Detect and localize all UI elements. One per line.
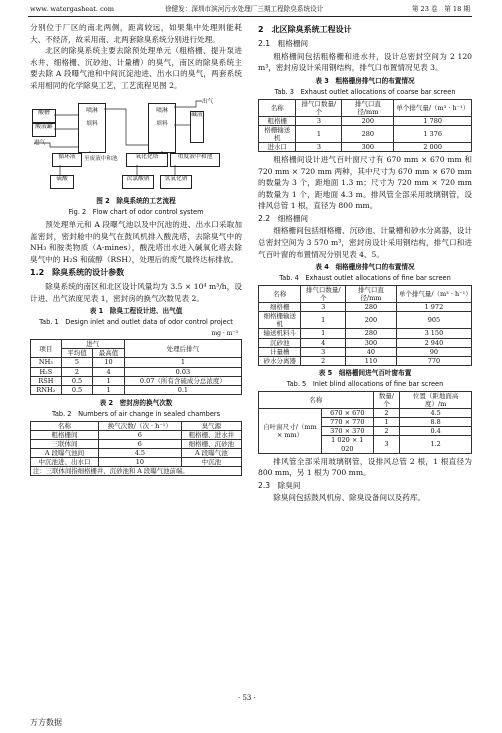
table2-header-name: 名称 [31, 421, 99, 430]
table-cell: 1 020 × 1 020 [322, 436, 374, 453]
exhaust-label: 出气 [202, 99, 214, 106]
table-cell: 6 [99, 439, 182, 448]
table-cell: 2 [61, 367, 93, 376]
table-row [259, 329, 472, 338]
table-cell: 8.8 [400, 418, 472, 427]
section-2-heading: 2 北区除臭系统工程设计 [258, 25, 352, 34]
running-header [0, 0, 502, 16]
table2-header-source: 臭气源 [181, 421, 241, 430]
table-cell: 4 [301, 338, 346, 347]
table5-header-height: 位置（距地面高度）/m [400, 391, 472, 408]
table-cell: 110 [346, 356, 397, 365]
header-rule [28, 16, 472, 17]
table-cell: A 段曝气池 [181, 449, 241, 458]
table-cell: 3 [301, 347, 346, 356]
table-cell: 0.1 [124, 385, 241, 394]
acid-tower-spray-label: 喷淋 [86, 108, 98, 115]
table5-header-count: 数量/个 [373, 391, 400, 408]
circulation-label: 循环液 [58, 154, 76, 161]
acid-tank-label: 酸液罐 [35, 124, 53, 131]
table3-header-diameter: 排气口直径/mm [342, 99, 394, 116]
table-cell: 280 [342, 125, 394, 142]
table-row [259, 116, 472, 125]
table-cell: 280 [346, 329, 397, 338]
table-cell: 细格栅、沉砂池 [181, 439, 241, 448]
table-cell: 1 [301, 329, 346, 338]
table-cell: 1 [301, 312, 346, 329]
table-cell: 5 [61, 358, 93, 367]
page-number: · 53 · [238, 694, 256, 702]
left-column [30, 22, 242, 476]
table5-caption-cn: 表 5 细格栅间进气百叶窗布置 [318, 368, 412, 377]
table-cell: 三联体间 [31, 439, 99, 448]
figure-caption-cn: 图 2 除臭系统的工艺流程 [96, 197, 176, 206]
table-cell: 1 [124, 358, 241, 367]
paragraph-process: 预处理单元和 A 段曝气池以及中沉池的进、出水口采取加盖密封，密封舱中的臭气在鼓风机排入酸洗塔，去除臭气中的 NH₃ 和胺类物质（A-mines），酸洗塔出水进入碱氧化塔去除臭气中的 H₂S 和硫醇（RSH），处理后的废气最终达标排放。 [30, 219, 242, 264]
table-cell: H₂S [31, 367, 62, 376]
table5-header-name: 名称 [259, 391, 374, 408]
table-row [259, 409, 472, 418]
article-title-header: 徐健发：深圳市滨河污水处理厂三期工程除臭系统设计 [165, 5, 324, 13]
table4-header-name: 名称 [259, 285, 301, 302]
table-cell: 370 × 370 [322, 427, 374, 436]
table3-header-flow: 单个排气量/（m³ · h⁻¹） [394, 99, 472, 116]
table-cell: 3 [301, 303, 346, 312]
table3-caption-en: Tab. 3 Exhaust outlet allocations of coarse bar screen [274, 87, 456, 96]
table-cell: 粗格栅间 [31, 430, 99, 439]
caustic-tank-label: 碱液 [191, 112, 203, 119]
table-cell: 1 [296, 125, 342, 142]
table-cell: 10 [93, 358, 125, 367]
table4-header-diameter: 排气口直径/mm [346, 285, 397, 302]
table-cell: 细格栅输送机 [259, 312, 301, 329]
table-cell: 输送机料斗 [259, 329, 301, 338]
table-cell: 0.5 [61, 385, 93, 394]
table-cell: 200 [346, 312, 397, 329]
paragraph-coarse-screen: 粗格栅间包括粗格栅和进水井，设计总密封空间为 2 120 m³，密封房设计采用钢结构，排气口布置情况见表 3。 [258, 51, 472, 73]
paragraph-design-params: 除臭系统的南区和北区设计风量均为 3.5 × 10⁴ m³/h，设计进、出气浓度见表 1，密封房的换气次数见表 2。 [30, 282, 242, 303]
table-cell: 40 [346, 347, 397, 356]
table4-header-flow: 单个排气量/（m³ · h⁻¹） [396, 285, 471, 302]
table-row [31, 439, 242, 448]
table5-group-label: 自叶窗尺寸/（mm × mm） [259, 409, 322, 454]
table-row [259, 143, 472, 152]
paragraph-exhaust-pipes: 排风管全部采用玻璃钢管，设排风总管 2 根，1 根直径为 800 mm，另 1 根为 700 mm。 [258, 456, 472, 478]
flow-lines [30, 95, 242, 195]
table-cell: 进水口 [259, 143, 296, 152]
table-cell: 0.07（所有含硫成分总浓度） [124, 376, 241, 385]
table-cell: 770 × 770 [322, 418, 374, 427]
table-cell: 300 [342, 143, 394, 152]
table-row [259, 312, 472, 329]
table1-caption-en: Tab. 1 Design inlet and outlet data of odor control project [39, 318, 233, 327]
table1-header-max: 最高值 [93, 349, 125, 358]
table-cell: 粗格栅、进水井 [181, 430, 241, 439]
process-flow-diagram [30, 95, 242, 195]
table-cell: 1 [93, 385, 125, 394]
acid-tower-pack-label: 填料 [86, 121, 98, 128]
table1-header-item: 项目 [31, 340, 62, 358]
table1-unit: mg · m⁻³ [211, 330, 238, 338]
hypo-label: 氢氧化钠 [164, 176, 188, 183]
paragraph-deodor-room: 除臭间包括鼓风机房、除臭设备间以及药库。 [273, 493, 426, 503]
table1-header-outlet: 处理后排气 [124, 340, 241, 358]
table-cell: 670 × 670 [322, 409, 374, 418]
table-cell: 4.5 [99, 449, 182, 458]
table-cell: 4 [93, 367, 125, 376]
paragraph-intro: 分别位于厂区的南北两侧，距离较远，如果集中处理则能耗大、不经济，故采用南、北两套除臭系统分别进行处理。 [30, 23, 242, 44]
neutral-pool-label: 重度液中和池 [177, 154, 213, 161]
table-row [31, 367, 242, 376]
table-cell: 3 150 [396, 329, 471, 338]
sulfuric-label: 硫酸 [56, 176, 68, 183]
table-coarse-outlets [258, 99, 472, 153]
table-row [259, 303, 472, 312]
table-cell: 砂水分离器 [259, 356, 301, 365]
table-cell: RSH [31, 376, 62, 385]
section-2-1-heading: 2.1 粗格栅间 [258, 39, 309, 49]
table-cell: 1 376 [394, 125, 472, 142]
alkali-tower-spray-label: 喷淋 [156, 108, 168, 115]
table-fine-outlets [258, 285, 472, 366]
table-row [259, 347, 472, 356]
acid-pool-label: 酸槽 [38, 110, 50, 117]
table-cell: 2 940 [396, 338, 471, 347]
paragraph-system-overview: 北区的除臭系统主要去除预处理单元（粗格栅、提升泵进水井、细格栅、沉砂池、计量槽）的臭气，南区的除臭系统主要去除 A 段曝气池和中间沉淀池进、出水口的臭气，两套系统采用相同的化学除臭工艺，工艺流程见图 2。 [30, 46, 242, 90]
section-1-2-heading: 1.2 除臭系统的设计参数 [30, 268, 125, 278]
table-cell: 2 [373, 409, 400, 418]
table-cell: 770 [396, 356, 471, 365]
table-cell: 2 [301, 356, 346, 365]
table-cell: 细格栅 [259, 303, 301, 312]
figure-caption-en: Fig. 2 Flow chart of odor control system [68, 208, 204, 217]
table-cell: 280 [346, 303, 397, 312]
table-cell: 3 [296, 143, 342, 152]
table-cell: 300 [346, 338, 397, 347]
table-design-data [30, 339, 242, 395]
table-row [31, 385, 242, 394]
table-cell: 10 [99, 458, 182, 467]
table-cell: 0.4 [400, 427, 472, 436]
table-cell: 1 780 [394, 116, 472, 125]
table1-header-avg: 平均值 [61, 349, 93, 358]
table-cell: 3 [296, 116, 342, 125]
right-column [258, 22, 472, 504]
table-cell: RNH₂ [31, 385, 62, 394]
naoh-label: 次氯酸钠 [126, 176, 150, 183]
table5-caption-en: Tab. 5 Inlet blind allocations of fine bar screen [286, 379, 444, 388]
section-2-3-heading: 2.3 除臭间 [258, 480, 301, 490]
table3-caption-cn: 表 3 粗格栅房排气口的布置情况 [315, 76, 415, 85]
table-fine-inlets [258, 391, 472, 454]
paragraph-louvers: 粗格栅间设计进气百叶窗尺寸有 670 mm × 670 mm 和 720 mm × 720 mm 两种，其中尺寸为 670 mm × 670 mm 的数量为 3 个，距地面 1.3 m；尺寸为 720 mm × 720 mm 的数量为 1 个，距地面 4.3 m。排风管全部采用玻璃钢管，设排风总管 1 根，直径为 800 mm。 [258, 155, 472, 211]
table4-header-count: 排气口数量/个 [301, 285, 346, 302]
table-cell: 1 972 [396, 303, 471, 312]
table-cell: 200 [342, 116, 394, 125]
table-cell: 1 [93, 376, 125, 385]
table-cell: 0.03 [124, 367, 241, 376]
table-cell: 4.5 [400, 409, 472, 418]
table-cell: 沉砂池 [259, 338, 301, 347]
table-row [31, 458, 242, 467]
table2-caption-cn: 表 2 密封房的换气次数 [99, 398, 173, 407]
paragraph-fine-screen: 细格栅间包括细格栅、沉砂池、计量槽和砂水分离器，设计总密封空间为 3 570 m³，密封房设计采用钢结构，排气口和进气百叶窗的布置情况分别见表 4、5。 [258, 226, 472, 259]
table-cell: 2 000 [394, 143, 472, 152]
alkali-tower-pack-label: 填料 [156, 121, 168, 128]
table1-header-inlet: 进气 [61, 340, 124, 349]
table2-note: 注：三联体间指细格栅井、沉砂池和 A 段曝气池前端。 [31, 467, 242, 476]
table-cell: 0.5 [61, 376, 93, 385]
table-cell: 905 [396, 312, 471, 329]
table-cell: A 段曝气池间 [31, 449, 99, 458]
table-cell: 中沉池进、出水口 [31, 458, 99, 467]
neutral-label: 至废液中和池 [84, 156, 118, 163]
table3-header-count: 排气口数量/个 [296, 99, 342, 116]
table-row [259, 356, 472, 365]
table-cell: 1 [373, 418, 400, 427]
table-cell: 90 [396, 347, 471, 356]
table4-caption-cn: 表 4 细格栅房排气口的布置情况 [315, 263, 415, 272]
table2-header-rate: 换气次数/（次 · h⁻¹） [99, 421, 182, 430]
table-cell: 2 [373, 427, 400, 436]
table-row [31, 358, 242, 367]
table-cell: 3 [373, 436, 400, 453]
section-2-2-heading: 2.2 细格栅间 [258, 213, 309, 223]
oxidation-label: 氧化化塔 [135, 154, 159, 161]
table-air-change [30, 421, 242, 477]
table2-caption-en: Tab. 2 Numbers of air change in sealed chambers [51, 409, 221, 418]
journal-website: www. watergasheat. com [30, 5, 114, 13]
table-cell: 粗格栅 [259, 116, 296, 125]
table3-header-name: 名称 [259, 99, 296, 116]
volume-issue: 第 23 卷 第 18 期 [411, 5, 470, 13]
wanfang-logo: 万方数据 [30, 718, 62, 727]
table-cell: NH₃ [31, 358, 62, 367]
table-cell: 1.2 [400, 436, 472, 453]
table-cell: 计量槽 [259, 347, 301, 356]
table-row [31, 376, 242, 385]
table-row [31, 449, 242, 458]
table-row [259, 125, 472, 142]
inlet-label: 进气 [34, 140, 46, 147]
table-row [31, 430, 242, 439]
table-row [259, 338, 472, 347]
table-cell: 6 [99, 430, 182, 439]
table4-caption-en: Tab. 4 Exhaust outlet allocations of fine bar screen [279, 273, 451, 282]
table-cell: 格栅输送机 [259, 125, 296, 142]
table-cell: 中沉池 [181, 458, 241, 467]
table1-caption-cn: 表 1 除臭工程设计进、出气值 [89, 307, 183, 316]
